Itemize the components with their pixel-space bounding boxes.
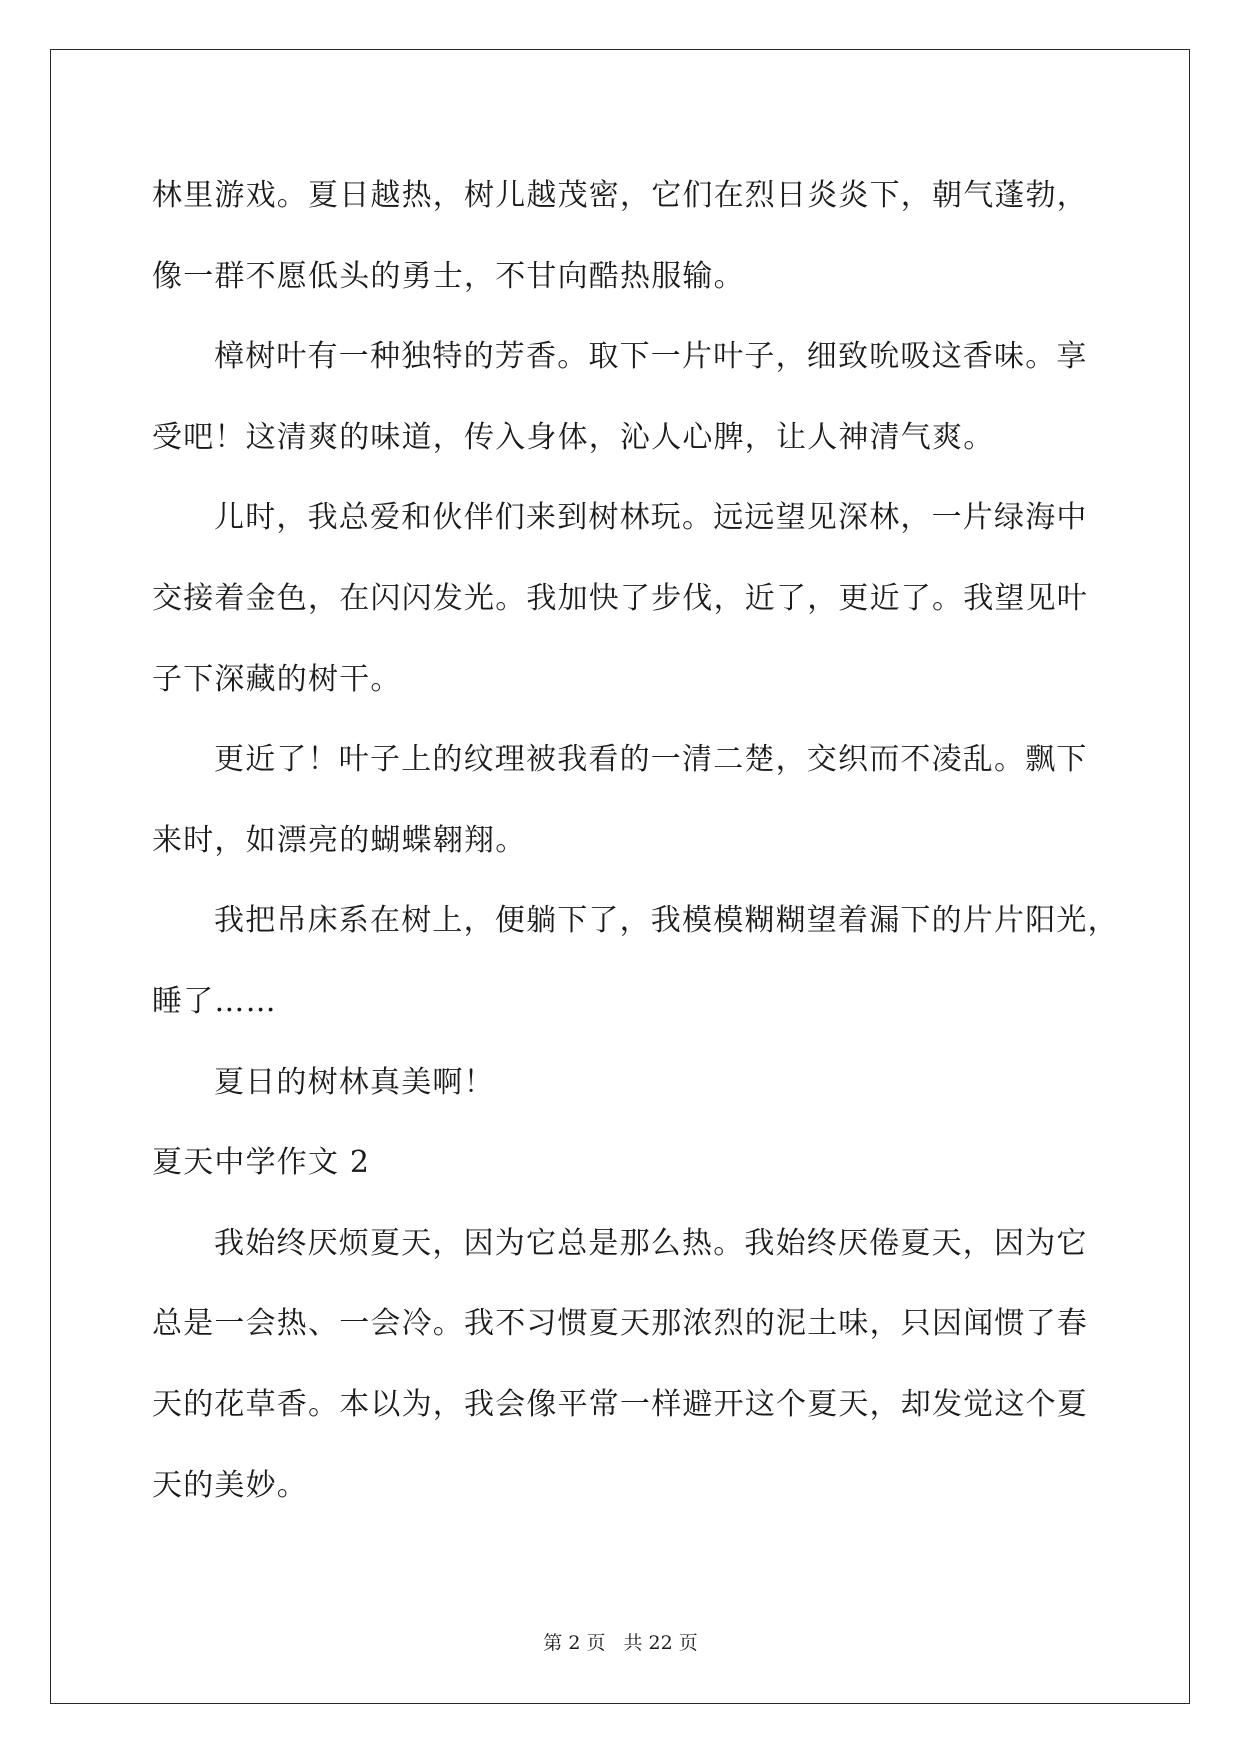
body-line: 受吧！这清爽的味道，传入身体，沁人心脾，让人神清气爽。 (152, 419, 995, 455)
body-line: 林里游戏。夏日越热，树儿越茂密，它们在烈日炎炎下，朝气蓬勃， (152, 178, 1088, 213)
body-line: 天的花草香。本以为，我会像平常一样避开这个夏天，却发觉这个夏 (152, 1386, 1088, 1422)
paragraph-start-line: 我把吊床系在树上，便躺下了，我模模糊糊望着漏下的片片阳光， (214, 903, 1119, 939)
document-body (152, 156, 1119, 1526)
paragraph-start-line: 儿时，我总爱和伙伴们来到树林玩。远远望见深林，一片绿海中 (214, 500, 1088, 536)
body-line: 天的美妙。 (152, 1467, 308, 1503)
body-line: 像一群不愿低头的勇士，不甘向酷热服输。 (152, 258, 745, 294)
body-line: 总是一会热、一会冷。我不习惯夏天那浓烈的泥土味，只因闻惯了春 (152, 1306, 1088, 1342)
paragraph-start-line: 夏日的树林真美啊！ (214, 1064, 495, 1100)
section-heading: 夏天中学作文 2 (152, 1145, 371, 1181)
body-line: 来时，如漂亮的蝴蝶翱翔。 (152, 822, 527, 858)
body-line: 子下深藏的树干。 (152, 661, 402, 697)
page-footer (0, 1628, 1241, 1655)
body-line: 交接着金色，在闪闪发光。我加快了步伐，近了，更近了。我望见叶 (152, 580, 1088, 616)
body-line: 睡了…… (152, 983, 277, 1019)
paragraph-start-line: 我始终厌烦夏天，因为它总是那么热。我始终厌倦夏天，因为它 (214, 1225, 1088, 1261)
paragraph-start-line: 更近了！叶子上的纹理被我看的一清二楚，交织而不凌乱。飘下 (214, 742, 1088, 778)
page-number: 第 2 页 (543, 1632, 606, 1654)
total-pages: 共 22 页 (623, 1632, 698, 1654)
paragraph-start-line: 樟树叶有一种独特的芳香。取下一片叶子，细致吮吸这香味。享 (214, 339, 1088, 375)
